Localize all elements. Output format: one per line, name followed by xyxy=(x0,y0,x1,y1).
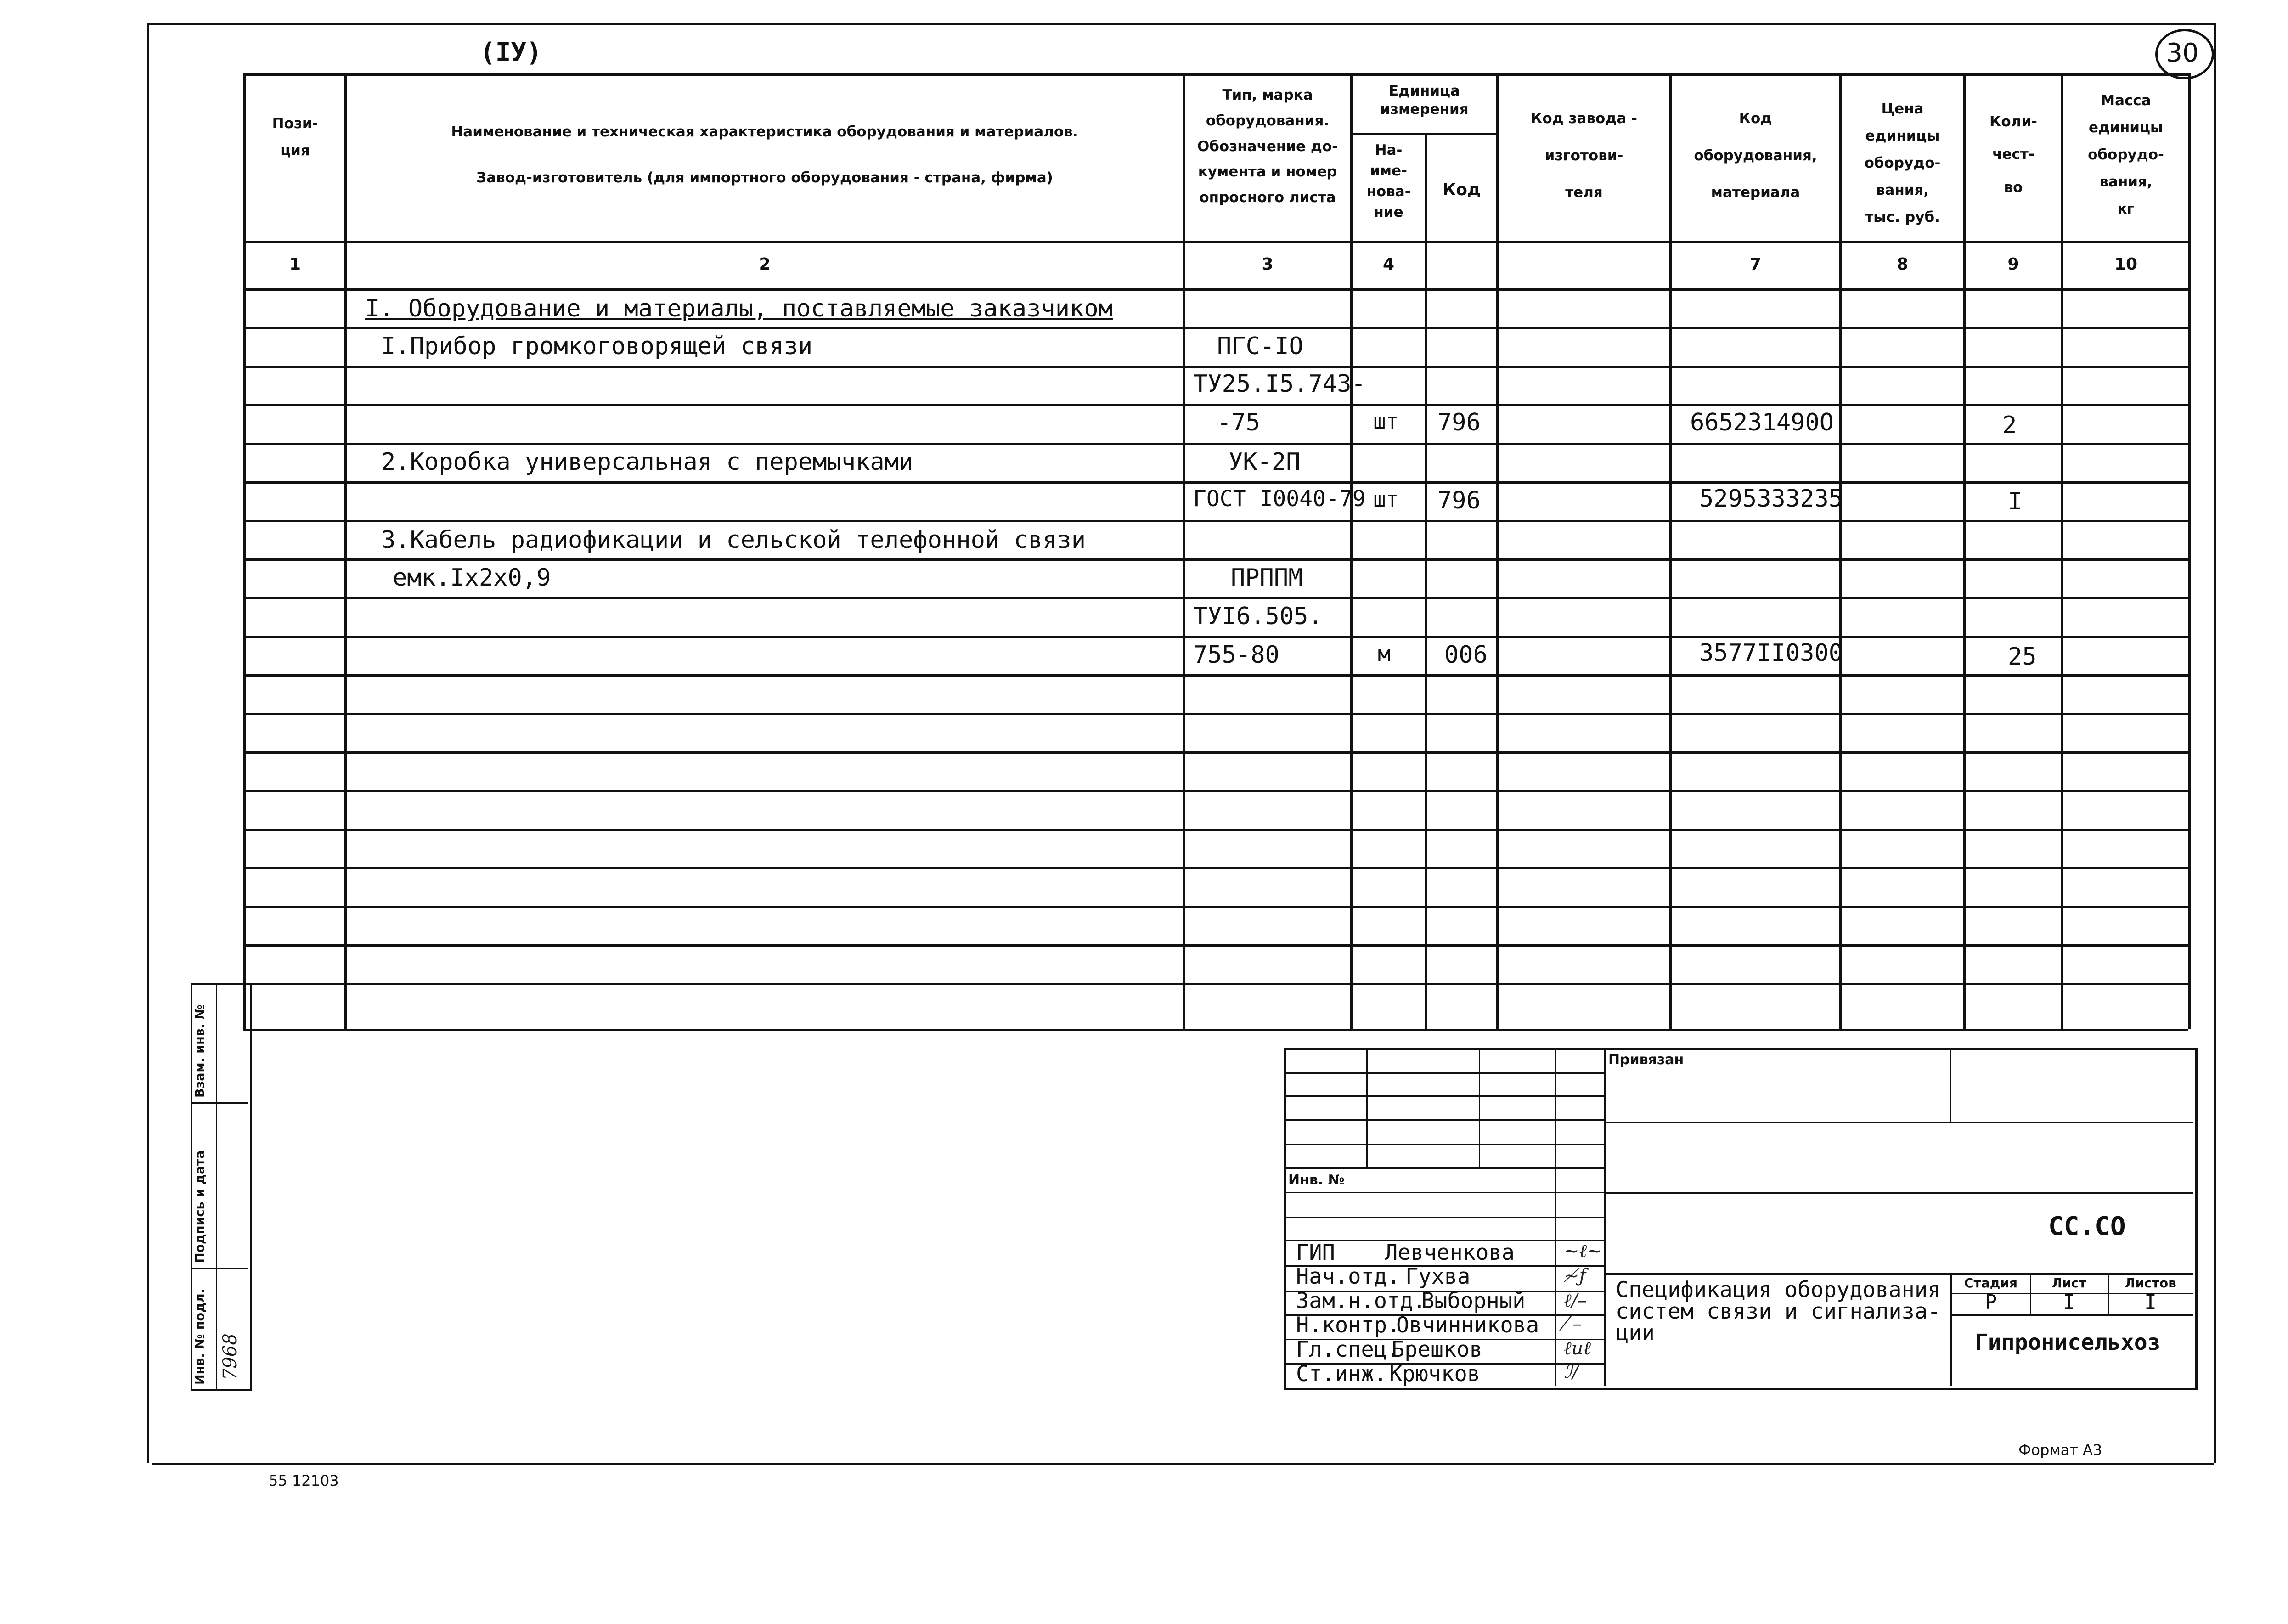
table-colnum-bottom xyxy=(243,288,2188,291)
signature-role-1: ГИП xyxy=(1296,1240,1335,1265)
item-2-code: 796 xyxy=(1437,487,1481,514)
item-1-spec-cont: -75 xyxy=(1217,409,1260,436)
item-3-spec: ТУI6.505. xyxy=(1193,603,1323,630)
frame-right xyxy=(2214,23,2216,1463)
signature-scribble: ⁄ – xyxy=(1564,1314,1582,1335)
item-2-name: 2.Коробка универсальная с перемычками xyxy=(381,448,913,476)
item-3-unit: м xyxy=(1378,641,1391,666)
signature-scribble: ~ℓ~ xyxy=(1564,1241,1602,1262)
signature-role-6: Ст.инж. xyxy=(1296,1361,1387,1387)
item-1-name: I.Прибор громкоговорящей связи xyxy=(381,333,813,360)
page-number: 30 xyxy=(2166,38,2199,68)
document-title: Спецификация оборудования систем связи и сигнализа- ции xyxy=(1616,1277,1941,1346)
signature-name-1: Левченкова xyxy=(1385,1240,1515,1265)
col-header-price: Цена единицы оборудо- вания, тыс. руб. xyxy=(1864,101,1941,226)
signature-scribble: ℐ/ xyxy=(1564,1361,1579,1382)
item-1-type: ПГС-IO xyxy=(1217,333,1303,360)
signature-scribble: ≁ƒ xyxy=(1564,1265,1586,1286)
table-top xyxy=(243,73,2188,76)
colnum-3: 3 xyxy=(1262,255,1274,274)
colnum-4: 4 xyxy=(1382,255,1395,274)
signature-name-5: Брешков xyxy=(1392,1337,1483,1362)
item-3-qty: 25 xyxy=(2008,643,2037,671)
col-header-name-line1: Наименование и техническая характеристика оборудования и материалов. xyxy=(451,124,1078,140)
table-header-bottom xyxy=(243,241,2188,243)
item-1-spec: ТУ25.I5.743- xyxy=(1193,370,1366,398)
col-header-position: Пози- ция xyxy=(272,115,318,159)
document-code: СС.СО xyxy=(2048,1212,2126,1241)
item-3-equip-code: 3577II0300 xyxy=(1699,639,1843,667)
frame-bottom xyxy=(152,1463,2214,1465)
item-2-spec: ГОСТ I0040-79 xyxy=(1193,486,1366,512)
col-header-unit-name: На- име- нова- ние xyxy=(1366,142,1411,220)
item-2-type: УК-2П xyxy=(1229,448,1301,476)
block-marker: (IУ) xyxy=(480,38,542,68)
signature-name-4: Овчинникова xyxy=(1396,1313,1539,1338)
item-1-unit: шт xyxy=(1373,409,1399,434)
col-header-unit-group: Единица измерения xyxy=(1380,83,1469,118)
sheet-value: I xyxy=(2063,1291,2075,1314)
item-3-type: ПРППМ xyxy=(1231,564,1303,592)
signature-name-2: Гухва xyxy=(1405,1264,1471,1289)
colnum-2: 2 xyxy=(759,255,771,274)
item-2-unit: шт xyxy=(1373,487,1399,512)
colnum-10: 10 xyxy=(2114,255,2138,274)
signature-scribble: ℓ/– xyxy=(1564,1290,1587,1311)
colnum-9: 9 xyxy=(2007,255,2019,274)
signature-role-4: Н.контр. xyxy=(1296,1313,1400,1338)
item-2-qty: I xyxy=(2008,488,2023,515)
item-1-equip-code: 665231490О xyxy=(1690,409,1834,436)
frame-top xyxy=(147,23,2214,25)
sheet-label: Лист xyxy=(2051,1275,2086,1291)
item-3-spec-cont: 755-80 xyxy=(1193,641,1279,669)
side-signature-date-label: Подпись и дата xyxy=(193,1150,207,1263)
signature-scribble: ℓuℓ xyxy=(1564,1338,1591,1359)
item-3-name: 3.Кабель радиофикации и сельской телефонной связи xyxy=(381,526,1086,554)
col-header-equip-code: Код оборудования, материала xyxy=(1694,110,1817,201)
signature-name-6: Крючков xyxy=(1389,1361,1481,1387)
col-header-quantity: Коли- чест- во xyxy=(1989,113,2037,196)
colnum-8: 8 xyxy=(1896,255,1909,274)
side-inv-replaced-label: Взам. инв. № xyxy=(193,1004,207,1098)
item-1-code: 796 xyxy=(1437,409,1481,436)
sheets-label: Листов xyxy=(2125,1275,2176,1291)
col-header-maker-code: Код завода - изготови- теля xyxy=(1531,110,1637,201)
stage-value: Р xyxy=(1984,1291,1997,1314)
item-1-qty: 2 xyxy=(2002,412,2017,439)
col-header-name-line2: Завод-изготовитель (для импортного оборудования - страна, фирма) xyxy=(476,169,1053,186)
format-label: Формат А3 xyxy=(2018,1441,2102,1459)
organization-name: Гипронисельхоз xyxy=(1975,1330,2161,1355)
item-3-capacity: емк.Iх2х0,9 xyxy=(393,564,551,592)
signature-role-3: Зам.н.отд. xyxy=(1296,1288,1426,1314)
signature-name-3: Выборный xyxy=(1421,1288,1526,1314)
side-inv-value: 7968 xyxy=(220,1333,241,1380)
inv-number-label: Инв. № xyxy=(1288,1172,1345,1188)
colnum-7: 7 xyxy=(1749,255,1762,274)
col-header-type: Тип, марка оборудования. Обозначение до- кумента и номер опросного листа xyxy=(1197,87,1338,206)
attached-label: Привязан xyxy=(1608,1052,1684,1068)
frame-left xyxy=(147,23,149,1463)
item-2-equip-code: 5295333235 xyxy=(1699,485,1843,513)
colnum-1: 1 xyxy=(289,255,301,274)
footer-code: 55 12103 xyxy=(269,1472,339,1489)
signature-role-2: Нач.отд. xyxy=(1296,1264,1400,1289)
section-heading: I. Оборудование и материалы, поставляемые заказчиком xyxy=(365,295,1113,322)
col-header-mass: Масса единицы оборудо- вания, кг xyxy=(2088,92,2164,217)
stage-label: Стадия xyxy=(1964,1275,2017,1291)
col-header-unit-code: Код xyxy=(1442,180,1481,199)
item-3-code: 006 xyxy=(1444,641,1488,669)
signature-role-5: Гл.спец. xyxy=(1296,1337,1400,1362)
sheets-value: I xyxy=(2144,1291,2157,1314)
side-inv-original-label: Инв. № подл. xyxy=(193,1289,207,1385)
